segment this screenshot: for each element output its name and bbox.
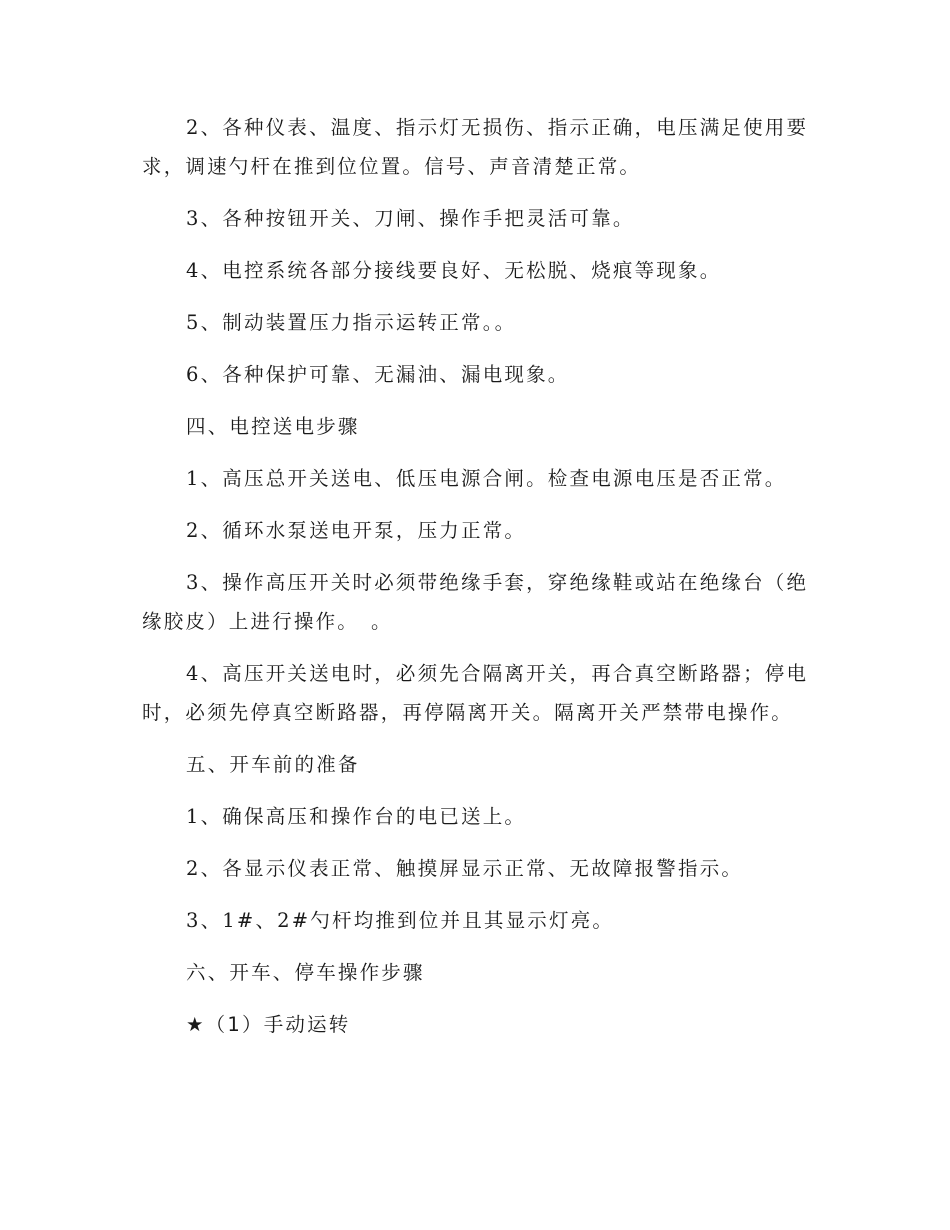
paragraph-instrument-check: 2、各种仪表、温度、指示灯无损伤、指示正确，电压满足使用要求，调速勺杆在推到位位置。信号、声音清楚正常。: [142, 116, 809, 178]
document-body: [142, 108, 814, 1057]
section-heading-power-on: 四、电控送电步骤: [186, 415, 360, 438]
paragraph-power-on-step-4: 4、高压开关送电时，必须先合隔离开关，再合真空断路器；停电时，必须先停真空断路器，再停隔离开关。隔离开关严禁带电操作。: [142, 662, 809, 724]
paragraph-power-on-step-1: 1、高压总开关送电、低压电源合闸。检查电源电压是否正常。: [186, 467, 787, 490]
paragraph-pre-start-step-2: 2、各显示仪表正常、触摸屏显示正常、无故障报警指示。: [186, 857, 744, 880]
paragraph-power-on-step-3: 3、操作高压开关时必须带绝缘手套，穿绝缘鞋或站在绝缘台（绝缘胶皮）上进行操作。 。: [142, 571, 809, 633]
paragraph-pre-start-step-3: 3、1#、2#勺杆均推到位并且其显示灯亮。: [186, 909, 615, 932]
paragraph-brake-check: 5、制动装置压力指示运转正常。。: [186, 311, 517, 334]
section-heading-start-stop: 六、开车、停车操作步骤: [186, 961, 425, 984]
paragraph-wiring-check: 4、电控系统各部分接线要良好、无松脱、烧痕等现象。: [186, 259, 722, 282]
paragraph-switch-check: 3、各种按钮开关、刀闸、操作手把灵活可靠。: [186, 207, 635, 230]
paragraph-power-on-step-2: 2、循环水泵送电开泵，压力正常。: [186, 519, 527, 542]
paragraph-protection-check: 6、各种保护可靠、无漏油、漏电现象。: [186, 363, 570, 386]
section-heading-pre-start: 五、开车前的准备: [186, 753, 360, 776]
paragraph-pre-start-step-1: 1、确保高压和操作台的电已送上。: [186, 805, 527, 828]
subsection-heading-manual-run: ★（1）手动运转: [186, 1013, 351, 1036]
